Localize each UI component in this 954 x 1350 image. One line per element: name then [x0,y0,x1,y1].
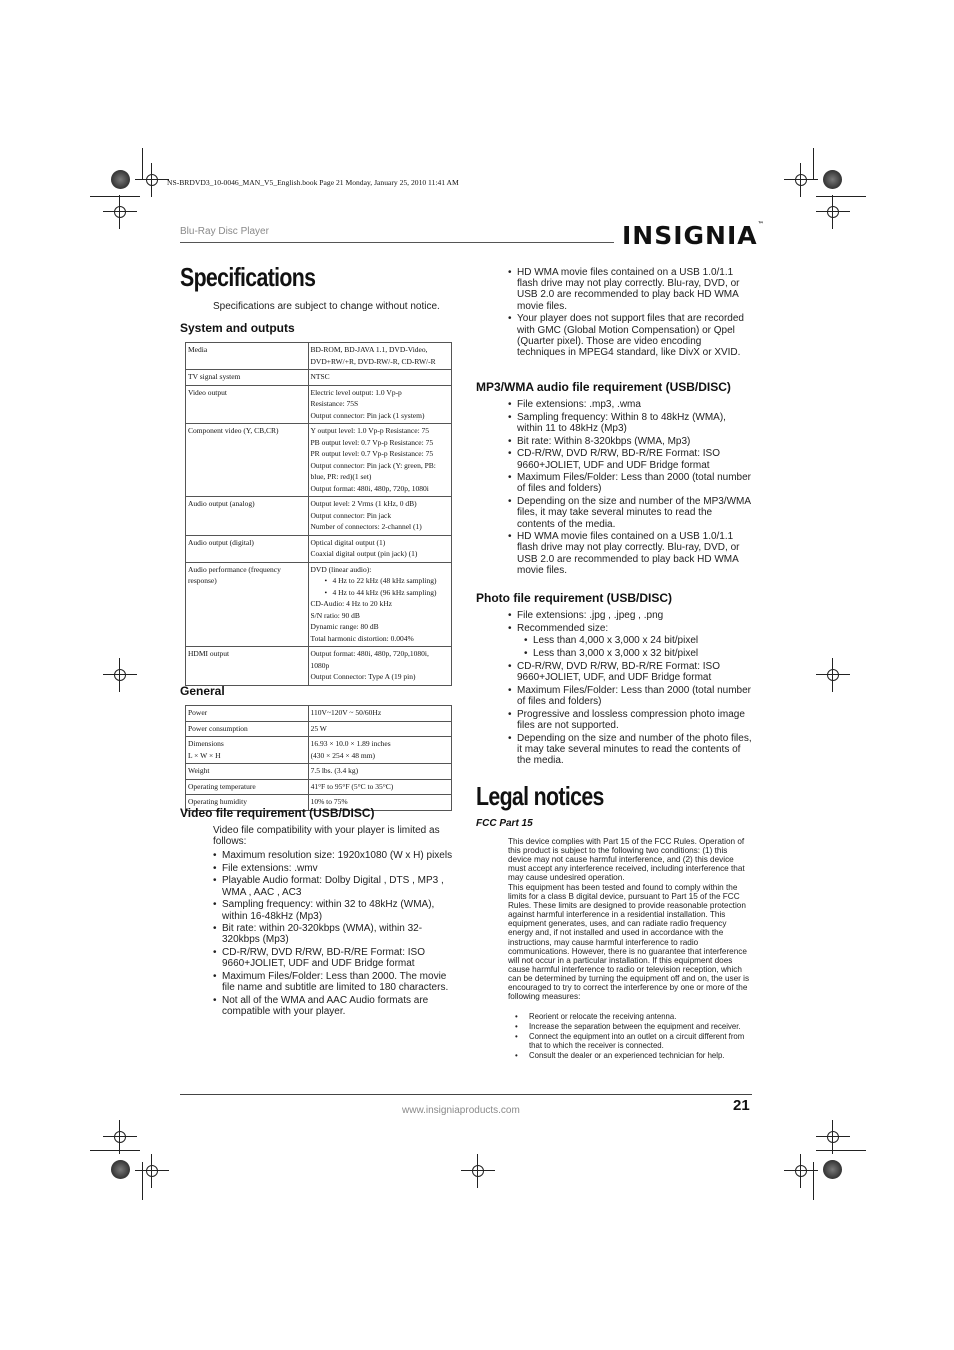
list-item: • HD WMA movie files contained on a USB 1.0/1.1 flash drive may not play correctly. Blu-ray, DVD, or USB 2.0 are recommended to play back HD WMA movie files. [508,531,752,576]
spec-value-line: DVD (linear audio): [310,564,372,574]
specifications-title-wrap [180,262,345,293]
spec-value-line: PR output level: 0.7 Vp-p Resistance: 75 [310,449,434,458]
list-item: • Maximum Files/Folder: Less than 2000 (total number of files and folders) [508,685,752,707]
list-item: • Connect the equipment into an outlet on a circuit different from that to which the receiver is connected. [515,1032,752,1050]
legal-notices-title: Legal notices [476,781,604,811]
list-item: • File extensions: .jpg , .jpeg , .png [508,610,752,621]
registration-mark [824,666,842,684]
spec-label [186,764,309,780]
fcc-paragraph-2: This equipment has been tested and found to comply within the limits for a class B digital device, pursuant to Part 15 of the FCC Rules. These limits are designed to provide reasonable protection against harmful interference in a residential installation. This equipment generates, uses, and can radiate radio frequency energy and, if not installed and used in accordance with the instructions, may cause harmful interference to radio communications. However, there is no guarantee that interference will not occur in a particular installation. If this equipment does cause harmful interference to radio or television reception, which can be determined by turning the equipment off and on, the user is encouraged to try to correct the interference by one or more of the following measures: [508,883,750,1002]
list-item: • Recommended size: [508,623,752,634]
crop-line [816,196,866,197]
spec-label-line: Operating temperature [188,781,256,791]
spec-value-line: CD-Audio: 4 Hz to 20 kHz [310,599,392,608]
list-item: • Depending on the size and number of the MP3/WMA files, it may take several minutes to read the contents of the media. [508,496,752,530]
registration-mark [111,1128,129,1146]
video-requirements-list [213,850,455,1019]
spec-value [308,535,451,562]
spec-value-line: • 4 Hz to 44 kHz (96 kHz sampling) [311,587,449,599]
crop-line [816,1150,866,1151]
spec-row [186,647,452,686]
spec-label [186,424,309,497]
spec-value [308,343,451,370]
spec-row [186,562,452,647]
spec-value-line: 7.5 lbs. (3.4 kg) [310,766,359,775]
specs-intro: Specifications are subject to change without notice. [213,301,440,312]
list-item: • Not all of the WMA and AAC Audio formats are compatible with your player. [213,995,455,1017]
spec-value-line: Output connector: Pin jack (1 system) [310,410,425,420]
insignia-logo: INSIGNIA™ [622,221,764,250]
spec-value [308,562,451,647]
footer-url[interactable]: www.insigniaproducts.com [402,1105,520,1116]
list-item: • CD-R/RW, DVD R/RW, BD-R/RE Format: ISO 9660+JOLIET, UDF, and UDF Bridge format [508,661,752,683]
legal-title-wrap [476,781,632,812]
registration-dot [823,170,842,189]
spec-value-line: Output connector: Pin jack (Y: green, PB: blue, PR: red)(1 set) [310,460,436,481]
general-heading: General [180,684,225,698]
spec-value-line: S/N ratio: 90 dB [310,610,360,620]
spec-row [186,779,452,795]
list-item: • Progressive and lossless compression photo image files are not supported. [508,709,752,731]
general-table [185,705,452,811]
spec-value-line: 41°F to 95°F (5°C to 35°C) [310,781,394,791]
list-item: • Bit rate: Within 8-320kbps (WMA, Mp3) [508,436,752,447]
mp3-wma-heading: MP3/WMA audio file requirement (USB/DISC) [476,380,731,394]
spec-value-line: Electric level output: 1.0 Vp-p [310,387,402,397]
spec-value-line: Dynamic range: 80 dB [310,622,379,631]
spec-value-line: Optical digital output (1) [310,537,386,547]
spec-label-line: Component video (Y, CB,CR) [188,426,279,435]
list-item: • Depending on the size and number of the photo files, it may take several minutes to read the contents of the media. [508,733,752,767]
list-item: • Maximum Files/Folder: Less than 2000. The movie file name and subtitle are limited to 180 characters. [213,971,455,993]
spec-label-line: Power [188,708,208,717]
fcc-paragraph-1: This device complies with Part 15 of the FCC Rules. Operation of this product is subject to the following two conditions: (1) this device may not cause harmful interference, and (2) this device must accept any interference received, including interference that may cause undesired operation. [508,837,745,883]
spec-value-line: Y output level: 1.0 Vp-p Resistance: 75 [310,426,430,435]
spec-label [186,779,309,795]
spec-label-line: Video output [188,387,227,397]
spec-label-line: L × W × H [188,750,221,760]
spec-label [186,343,309,370]
list-item: • CD-R/RW, DVD R/RW, BD-R/RE Format: ISO 9660+JOLIET, UDF and UDF Bridge format [508,448,752,470]
spec-value-line: • 4 Hz to 22 kHz (48 kHz sampling) [311,575,449,587]
spec-label [186,385,309,424]
list-item: • CD-R/RW, DVD R/RW, BD-R/RE Format: ISO 9660+JOLIET, UDF and UDF Bridge format [213,947,455,969]
video-intro: Video file compatibility with your player is limited as follows: [213,825,440,848]
spec-value-line: 10% to 75% [310,797,348,806]
spec-value [308,706,451,722]
spec-row [186,535,452,562]
spec-row [186,424,452,497]
spec-value-line: Output Connector: Type A (19 pin) [310,672,416,681]
registration-mark [469,1162,487,1180]
spec-value-line: BD-ROM, BD-JAVA 1.1, DVD-Video, DVD+RW/+R, DVD-RW/-R, CD-RW/-R [310,345,436,366]
crop-line [142,1162,143,1200]
spec-value-line: Output format: 480i, 480p, 720p,1080i, 1080p [310,649,429,670]
spec-label [186,721,309,737]
spec-value-line: 25 W [310,723,327,733]
spec-value [308,370,451,386]
fcc-measures-list [515,1012,752,1061]
spec-value [308,424,451,497]
list-item: • Playable Audio format: Dolby Digital , DTS , MP3 , WMA , AAC , AC3 [213,875,455,897]
spec-value-line: Output level: 2 Vrms (1 kHz, 0 dB) [310,499,417,508]
footer-rule [180,1094,752,1095]
spec-label-line: Operating humidity [188,797,247,806]
spec-value-line: Output format: 480i, 480p, 720p, 1080i [310,483,429,493]
video-file-heading: Video file requirement (USB/DISC) [180,806,375,820]
fcc-heading: FCC Part 15 [476,818,533,829]
spec-value-line: Total harmonic distortion: 0.004% [310,633,414,643]
list-item: • Maximum Files/Folder: Less than 2000 (total number of files and folders) [508,472,752,494]
spec-value [308,647,451,686]
list-item: • Consult the dealer or an experienced technician for help. [515,1051,752,1060]
registration-mark [824,1128,842,1146]
spec-row [186,385,452,424]
spec-label-line: Audio output (digital) [188,537,254,547]
list-item: • Bit rate: within 20-320kbps (WMA), within 32-320kbps (Mp3) [213,923,455,945]
spec-label [186,497,309,536]
spec-value-line: Number of connectors: 2-channel (1) [310,522,422,531]
header-rule [180,242,614,243]
spec-value-line: Resistance: 75S [310,399,359,408]
spec-label [186,562,309,647]
spec-value [308,497,451,536]
spec-value [308,737,451,764]
list-item: • Maximum resolution size: 1920x1080 (W x H) pixels [213,850,455,861]
photo-file-heading: Photo file requirement (USB/DISC) [476,591,673,605]
registration-mark [792,171,810,189]
list-item: • Sampling frequency: Within 8 to 48kHz (WMA), within 11 to 48kHz (Mp3) [508,412,752,434]
crop-line [90,196,140,197]
registration-mark [111,666,129,684]
spec-row [186,370,452,386]
spec-value [308,721,451,737]
spec-value-line: 16.93 × 10.0 × 1.89 inches [310,739,391,748]
list-item: • File extensions: .mp3, .wma [508,399,752,410]
system-outputs-heading: System and outputs [180,321,295,335]
running-header: Blu-Ray Disc Player [180,226,269,237]
registration-mark [143,171,161,189]
page-title: Specifications [180,262,316,292]
spec-row [186,343,452,370]
spec-label-line: HDMI output [188,649,230,658]
crop-line [142,148,143,180]
list-item: • Sampling frequency: within 32 to 48kHz (WMA), within 16-48kHz (Mp3) [213,899,455,921]
crop-line [813,1162,814,1200]
list-item: • Increase the separation between the equipment and receiver. [515,1022,752,1031]
registration-mark [111,203,129,221]
crop-line [90,1150,140,1151]
mp3-requirements-list [508,399,752,578]
spec-value-line: 110V~120V ~ 50/60Hz [310,708,382,717]
list-item: • Reorient or relocate the receiving antenna. [515,1012,752,1021]
spec-value-line: PB output level: 0.7 Vp-p Resistance: 75 [310,437,434,447]
registration-mark [824,203,842,221]
spec-row [186,737,452,764]
system-outputs-table [185,342,452,686]
spec-label [186,535,309,562]
registration-mark [792,1162,810,1180]
spec-label-line: Power consumption [188,723,248,733]
spec-value [308,385,451,424]
registration-dot [111,170,130,189]
page-number: 21 [733,1097,750,1114]
list-item: • Less than 4,000 x 3,000 x 24 bit/pixel [524,635,752,646]
registration-mark [143,1162,161,1180]
list-item: • File extensions: .wmv [213,863,455,874]
photo-requirements-list [508,610,752,768]
registration-dot [823,1160,842,1179]
spec-row [186,764,452,780]
print-info: NS-BRDVD3_10-0046_MAN_V5_English.book Page 21 Monday, January 25, 2010 11:41 AM [167,178,459,187]
spec-label [186,737,309,764]
spec-value-line: Output connector: Pin jack [310,510,392,520]
spec-label-line: Audio performance (frequency response) [188,564,281,585]
spec-label [186,706,309,722]
spec-value [308,779,451,795]
spec-value [308,764,451,780]
spec-label [186,370,309,386]
spec-row [186,706,452,722]
list-item: • HD WMA movie files contained on a USB 1.0/1.1 flash drive may not play correctly. Blu-ray, DVD, or USB 2.0 are recommended to play back HD WMA movie files. [508,267,752,312]
registration-dot [111,1160,130,1179]
list-item: • Your player does not support files that are recorded with GMC (Global Motion Compensation) or Qpel (Quarter pixel). Those are video encoding techniques in MPEG4 standard, like DivX or XVID. [508,313,752,358]
list-item: • Less than 3,000 x 3,000 x 32 bit/pixel [524,648,752,659]
spec-row [186,497,452,536]
video-requirements-continued [508,267,752,360]
spec-label-line: Weight [188,766,210,775]
spec-value-line: NTSC [310,372,330,381]
spec-value-line: (430 × 254 × 48 mm) [310,750,376,760]
spec-label-line: Audio output (analog) [188,499,255,508]
spec-label-line: Media [188,345,208,354]
spec-label-line: TV signal system [188,372,241,381]
spec-label [186,647,309,686]
spec-label-line: Dimensions [188,739,224,748]
crop-line [813,148,814,180]
spec-value-line: Coaxial digital output (pin jack) (1) [310,549,418,558]
spec-row [186,721,452,737]
